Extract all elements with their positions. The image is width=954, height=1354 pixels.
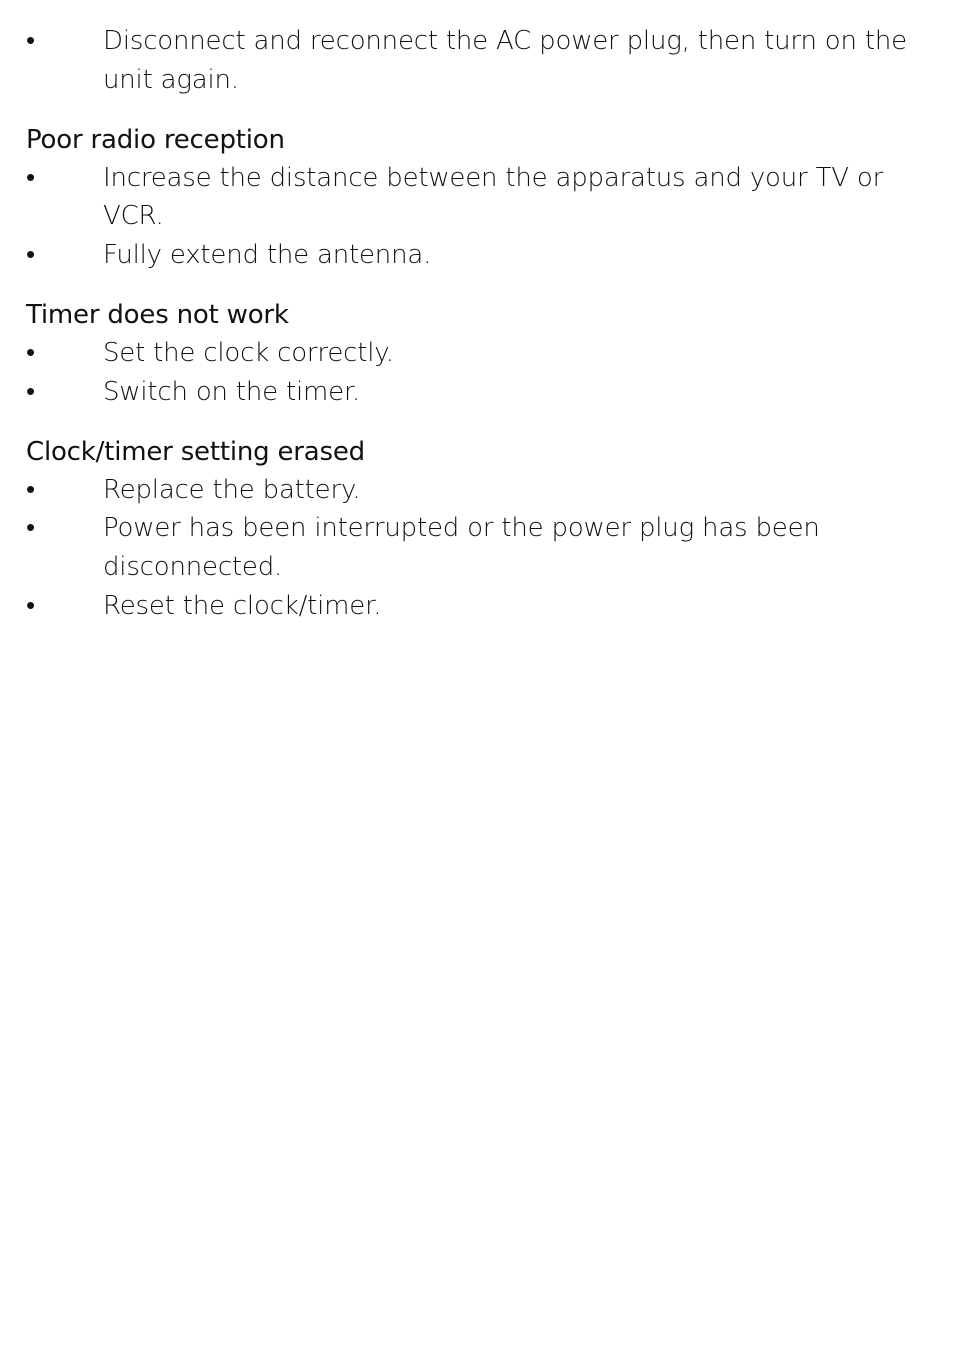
bullet-list <box>26 471 926 626</box>
list-item-text: Reset the clock/timer. <box>103 590 382 621</box>
list-item-text: Increase the distance between the apparatus and your TV or VCR. <box>103 162 884 232</box>
list-item-text: Switch on the timer. <box>103 376 361 407</box>
bullet-icon: • <box>26 240 35 271</box>
section-timer-does-not-work <box>26 296 926 412</box>
list-item <box>26 22 926 100</box>
section-clock-timer-erased <box>26 433 926 626</box>
bullet-icon: • <box>26 162 35 193</box>
bullet-list <box>26 159 926 275</box>
list-item-text: Power has been interrupted or the power plug has been disconnected. <box>103 513 820 583</box>
list-item <box>26 334 926 373</box>
bullet-icon: • <box>26 474 35 505</box>
bullet-icon: • <box>26 26 35 56</box>
bullet-list <box>26 334 926 412</box>
section-poor-radio-reception <box>26 121 926 275</box>
list-item <box>26 509 926 587</box>
bullet-icon: • <box>26 590 35 621</box>
section-heading: Clock/timer setting erased <box>26 436 365 467</box>
list-item <box>26 159 926 237</box>
list-item-text: Fully extend the antenna. <box>103 240 432 271</box>
section-heading: Poor radio reception <box>26 124 285 155</box>
list-item-text: Replace the battery. <box>103 474 361 505</box>
list-item <box>26 587 926 626</box>
bullet-list <box>26 22 926 100</box>
section-heading: Timer does not work <box>26 299 289 330</box>
list-item-text: Set the clock correctly. <box>103 337 394 368</box>
bullet-icon: • <box>26 513 35 544</box>
list-item-text: Disconnect and reconnect the AC power plug, then turn on the unit again. <box>103 26 907 95</box>
troubleshooting-content <box>26 22 926 647</box>
list-item <box>26 471 926 510</box>
bullet-icon: • <box>26 337 35 368</box>
list-item <box>26 236 926 275</box>
section-power-reset <box>26 22 926 100</box>
list-item <box>26 373 926 412</box>
bullet-icon: • <box>26 376 35 407</box>
